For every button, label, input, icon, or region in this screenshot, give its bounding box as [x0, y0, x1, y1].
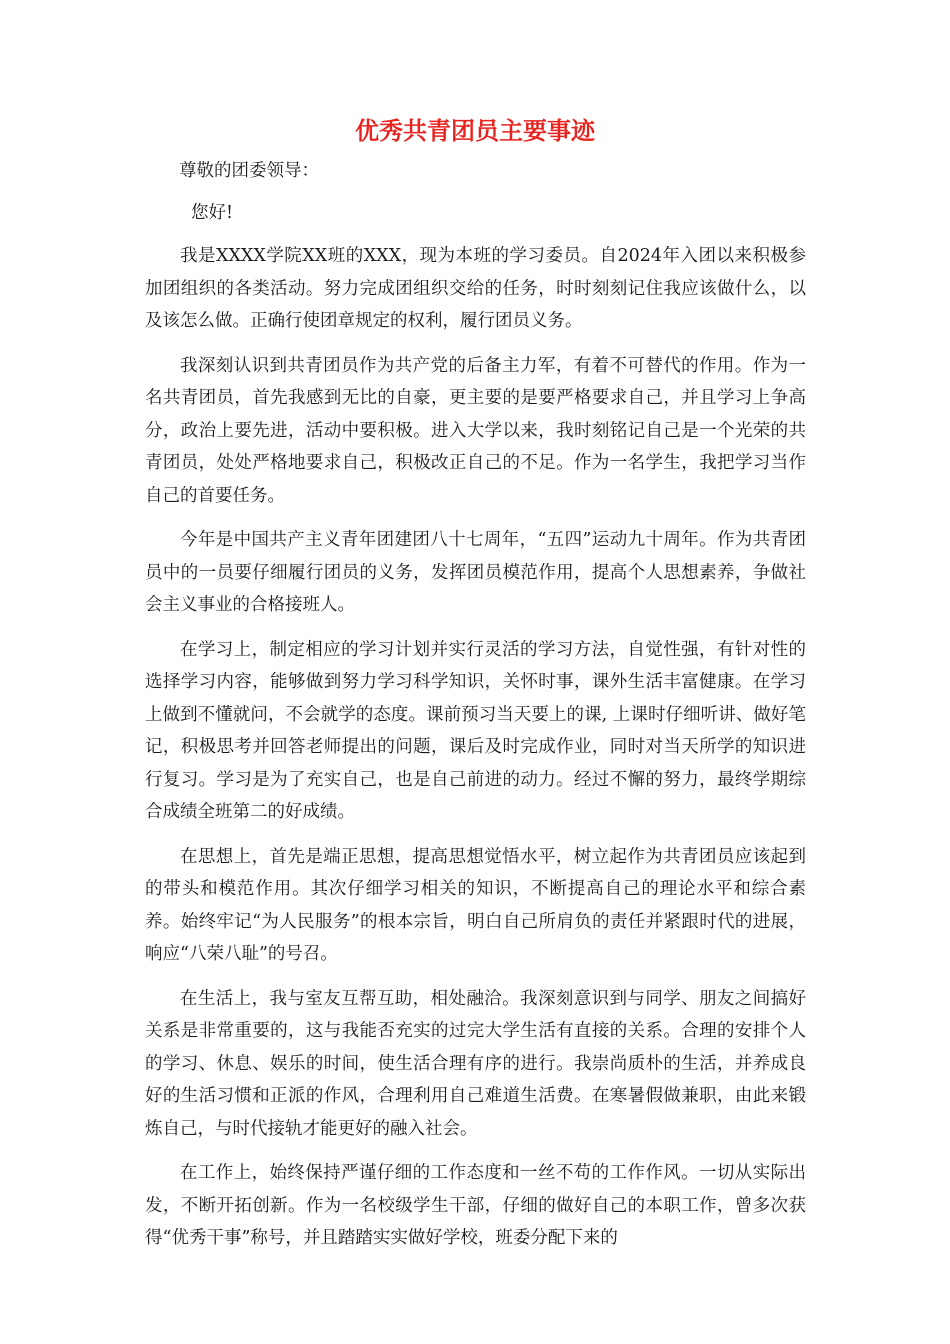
document-title: 优秀共青团员主要事迹	[355, 117, 595, 145]
paragraph-work: 在工作上，始终保持严谨仔细的工作态度和一丝不苟的工作作风。一切从实际出发，不断开拓创新。作为一名校级学生干部，仔细的做好自己的本职工作，曾多次获得“优秀干事”称号，并且踏踏实实做好学校，班委分配下来的	[145, 1163, 806, 1248]
paragraph-recognition: 我深刻认识到共青团员作为共产党的后备主力军，有着不可替代的作用。作为一名共青团员，首先我感到无比的自豪，更主要的是要严格要求自己，并且学习上争高分，政治上要先进，活动中要积极。进入大学以来，我时刻铭记自己是一个光荣的共青团员，处处严格地要求自己，积极改正自己的不足。作为一名学生，我把学习当作自己的首要任务。	[145, 355, 806, 506]
paragraph-thought: 在思想上，首先是端正思想，提高思想觉悟水平，树立起作为共青团员应该起到的带头和模范作用。其次仔细学习相关的知识，不断提高自己的理论水平和综合素养。始终牢记“为人民服务”的根本宗旨，明白自己所肩负的责任并紧跟时代的进展，响应“八荣八耻”的号召。	[145, 846, 806, 964]
paragraph-life: 在生活上，我与室友互帮互助，相处融洽。我深刻意识到与同学、朋友之间搞好关系是非常重要的，这与我能否充实的过完大学生活有直接的关系。合理的安排个人的学习、休息、娱乐的时间，使生活合理有序的进行。我崇尚质朴的生活，并养成良好的生活习惯和正派的作风，合理利用自己难道生活费。在寒暑假做兼职，由此来锻炼自己，与时代接轨才能更好的融入社会。	[145, 988, 806, 1139]
greeting: 您好!	[191, 203, 234, 223]
document-body	[145, 156, 806, 1267]
paragraph-intro: 我是XXXX学院XX班的XXX，现为本班的学习委员。自2024年入团以来积极参加团组织的各类活动。努力完成团组织交给的任务，时时刻刻记住我应该做什么，以及该怎么做。正确行使团章规定的权利，履行团员义务。	[145, 246, 806, 331]
paragraph-study: 在学习上，制定相应的学习计划并实行灵活的学习方法，自觉性强，有针对性的选择学习内容，能够做到努力学习科学知识，关怀时事，课外生活丰富健康。在学习上做到不懂就问，不会就学的态度。课前预习当天要上的课, 上课时仔细听讲、做好笔记，积极思考并回答老师提出的问题，课后及时完成作业，同时对当天所学的知识进行复习。学习是为了充实自己，也是自己前进的动力。经过不懈的努力，最终学期综合成绩全班第二的好成绩。	[145, 639, 806, 822]
paragraph-anniversary: 今年是中国共产主义青年团建团八十七周年，“五四”运动九十周年。作为共青团员中的一员要仔细履行团员的义务，发挥团员模范作用，提高个人思想素养，争做社会主义事业的合格接班人。	[145, 530, 806, 615]
salutation: 尊敬的团委领导：	[179, 161, 319, 181]
